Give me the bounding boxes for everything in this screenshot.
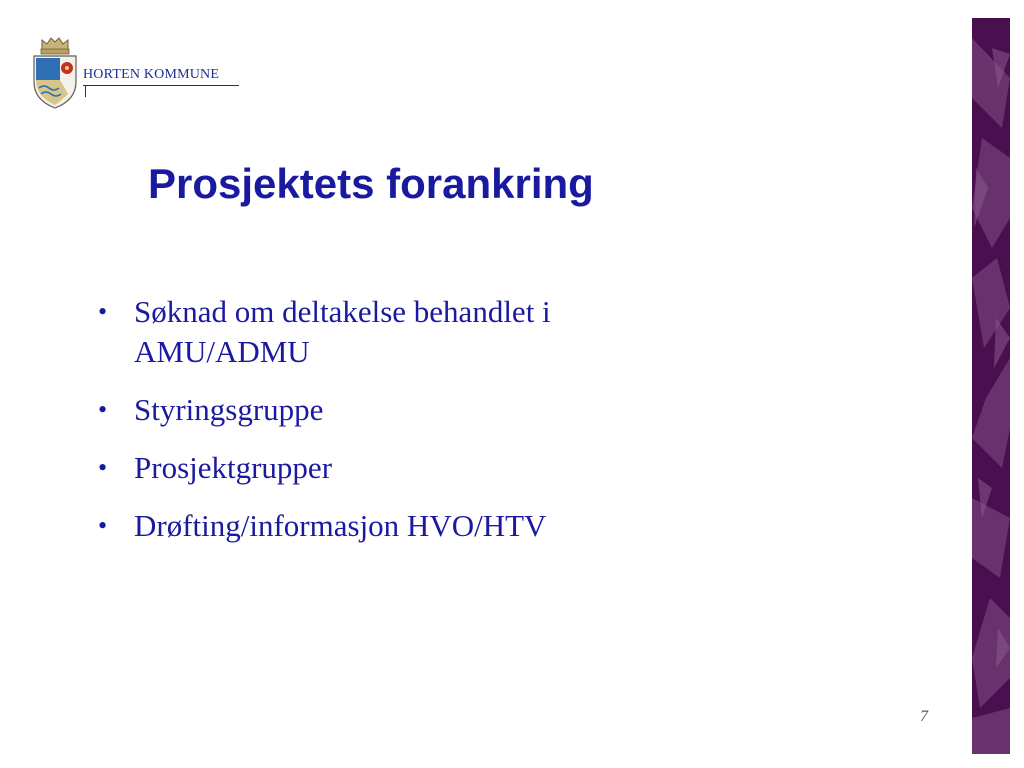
slide-title: Prosjektets forankring bbox=[148, 160, 594, 207]
horten-kommune-logo bbox=[30, 36, 250, 116]
bullet-text: Styringsgruppe bbox=[134, 392, 324, 427]
bullet-item bbox=[96, 506, 716, 546]
bullet-item bbox=[96, 390, 716, 430]
bullet-text: Prosjektgrupper bbox=[134, 450, 333, 485]
bullet-list bbox=[96, 292, 716, 564]
bullet-text: Søknad om deltakelse behandlet i AMU/ADMU bbox=[134, 294, 551, 369]
page-number: 7 bbox=[920, 708, 928, 725]
bullet-icon: • bbox=[98, 297, 108, 326]
bullet-item bbox=[96, 292, 716, 372]
bullet-item bbox=[96, 448, 716, 488]
logo-underline bbox=[83, 85, 239, 86]
bullet-text: Drøfting/informasjon HVO/HTV bbox=[134, 508, 547, 543]
logo-text: HORTEN KOMMUNE bbox=[83, 67, 220, 82]
bullet-icon: • bbox=[98, 511, 108, 540]
decorative-side-band bbox=[972, 18, 1010, 754]
logo-tick-mark bbox=[85, 85, 86, 97]
bullet-icon: • bbox=[98, 395, 108, 424]
coat-of-arms-icon bbox=[30, 36, 80, 110]
bullet-icon: • bbox=[98, 453, 108, 482]
